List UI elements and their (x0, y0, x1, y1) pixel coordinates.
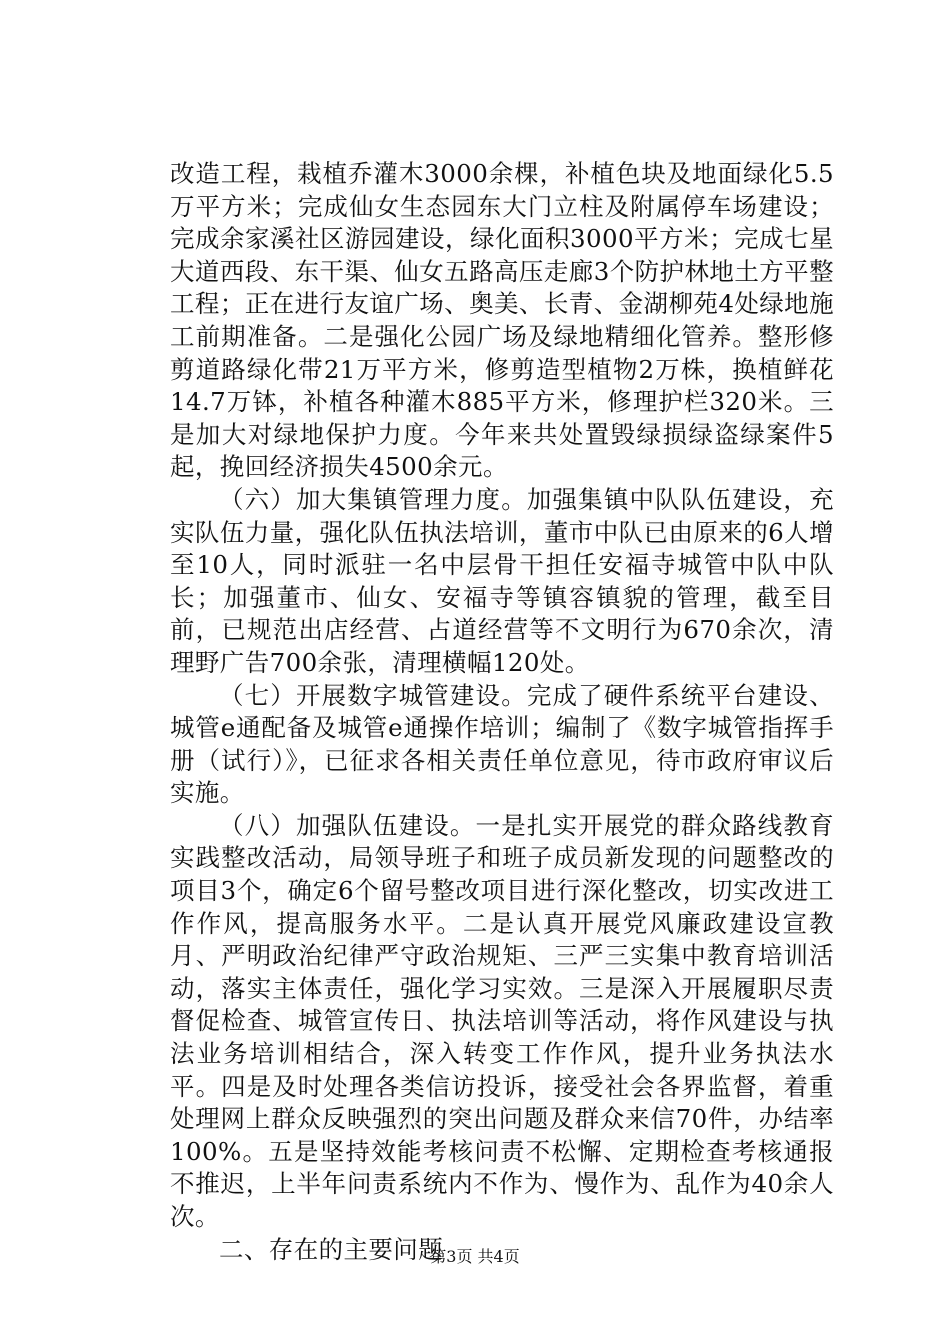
paragraph-greening: 改造工程，栽植乔灌木3000余棵，补植色块及地面绿化5.5万平方米；完成仙女生态园东大门立柱及附属停车场建设；完成余家溪社区游园建设，绿化面积3000平方米；完成七星大道西段、东干渠、仙女五路高压走廊3个防护林地土方平整工程；正在进行友谊广场、奥美、长青、金湖柳苑4处绿地施工前期准备。二是强化公园广场及绿地精细化管养。整形修剪道路绿化带21万平方米，修剪造型植物2万株，换植鲜花14.7万钵，补植各种灌木885平方米，修理护栏320米。三是加大对绿地保护力度。今年来共处置毁绿损绿盗绿案件5起，挽回经济损失4500余元。 (170, 159, 834, 482)
page-number-footer: 第3页 共4页 (430, 1247, 520, 1266)
paragraph-team-building: （八）加强队伍建设。一是扎实开展党的群众路线教育实践整改活动，局领导班子和班子成员新发现的问题整改的项目3个，确定6个留号整改项目进行深化整改，切实改进工作作风，提高服务水平。二是认真开展党风廉政建设宣教月、严明政治纪律严守政治规矩、三严三实集中教育培训活动，落实主体责任，强化学习实效。三是深入开展履职尽责督促检查、城管宣传日、执法培训等活动，将作风建设与执法业务培训相结合，深入转变工作作风，提升业务执法水平。四是及时处理各类信访投诉，接受社会各界监督，着重处理网上群众反映强烈的突出问题及群众来信70件，办结率100%。五是坚持效能考核问责不松懈、定期检查考核通报不推迟，上半年问责系统内不作为、慢作为、乱作为40余人次。 (170, 810, 834, 1231)
section-heading-problems: 二、存在的主要问题 (219, 1234, 444, 1264)
paragraph-digital-management: （七）开展数字城管建设。完成了硬件系统平台建设、城管e通配备及城管e通操作培训；编制了《数字城管指挥手册（试行）》，已征求各相关责任单位意见，待市政府审议后实施。 (170, 680, 834, 808)
paragraph-town-management: （六）加大集镇管理力度。加强集镇中队队伍建设，充实队伍力量，强化队伍执法培训，董市中队已由原来的6人增至10人，同时派驻一名中层骨干担任安福寺城管中队中队长；加强董市、仙女、安福寺等镇容镇貌的管理，截至目前，已规范出店经营、占道经营等不文明行为670余次，清理野广告700余张，清理横幅120处。 (170, 484, 834, 677)
document-body (170, 158, 834, 1266)
